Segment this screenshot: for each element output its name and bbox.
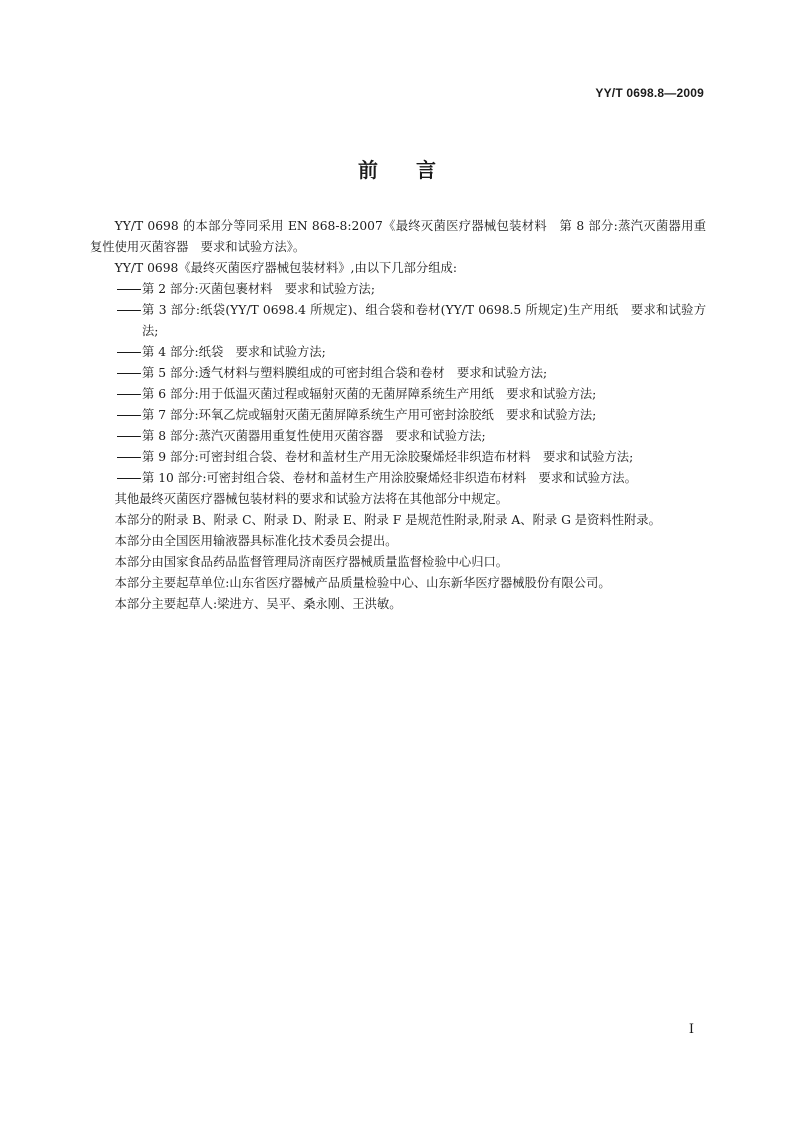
list-item bbox=[90, 300, 706, 342]
list-item bbox=[90, 468, 706, 489]
dash-marker bbox=[116, 447, 142, 468]
standard-code: YY/T 0698.8—2009 bbox=[595, 86, 704, 100]
list-item-text: 第 4 部分:纸袋 要求和试验方法; bbox=[142, 345, 326, 359]
intro-paragraph-2: YY/T 0698《最终灭菌医疗器械包装材料》,由以下几部分组成: bbox=[114, 261, 457, 275]
list-item bbox=[90, 426, 706, 447]
outro-paragraph-6: 本部分主要起草人:梁进方、吴平、桑永刚、王洪敏。 bbox=[114, 597, 402, 611]
list-item-text: 第 3 部分:纸袋(YY/T 0698.4 所规定)、组合袋和卷材(YY/T 0698.5 所规定)生产用纸 要求和试验方法; bbox=[142, 303, 706, 338]
outro-paragraph-4: 本部分由国家食品药品监督管理局济南医疗器械质量监督检验中心归口。 bbox=[114, 555, 509, 569]
list-item-text: 第 5 部分:透气材料与塑料膜组成的可密封组合袋和卷材 要求和试验方法; bbox=[142, 366, 548, 380]
list-item-text: 第 6 部分:用于低温灭菌过程或辐射灭菌的无菌屏障系统生产用纸 要求和试验方法; bbox=[142, 387, 597, 401]
list-item-text: 第 8 部分:蒸汽灭菌器用重复性使用灭菌容器 要求和试验方法; bbox=[142, 429, 486, 443]
outro-paragraph-3: 本部分由全国医用输液器具标准化技术委员会提出。 bbox=[114, 534, 398, 548]
dash-marker bbox=[116, 300, 142, 321]
dash-marker bbox=[116, 342, 142, 363]
outro-paragraph-1: 其他最终灭菌医疗器械包装材料的要求和试验方法将在其他部分中规定。 bbox=[114, 492, 509, 506]
dash-marker bbox=[116, 384, 142, 405]
dash-marker bbox=[116, 468, 142, 489]
list-item-text: 第 9 部分:可密封组合袋、卷材和盖材生产用无涂胶聚烯烃非织造布材料 要求和试验方法; bbox=[142, 450, 634, 464]
parts-list bbox=[90, 279, 706, 489]
list-item bbox=[90, 279, 706, 300]
dash-marker bbox=[116, 279, 142, 300]
list-item bbox=[90, 363, 706, 384]
outro-paragraph-2: 本部分的附录 B、附录 C、附录 D、附录 E、附录 F 是规范性附录,附录 A、附录 G 是资料性附录。 bbox=[114, 513, 661, 527]
intro-paragraph-1: YY/T 0698 的本部分等同采用 EN 868-8:2007《最终灭菌医疗器械包装材料 第 8 部分:蒸汽灭菌器用重复性使用灭菌容器 要求和试验方法》。 bbox=[90, 219, 706, 254]
list-item-text: 第 2 部分:灭菌包裹材料 要求和试验方法; bbox=[142, 282, 375, 296]
list-item-text: 第 7 部分:环氧乙烷或辐射灭菌无菌屏障系统生产用可密封涂胶纸 要求和试验方法; bbox=[142, 408, 597, 422]
dash-marker bbox=[116, 405, 142, 426]
list-item-text: 第 10 部分:可密封组合袋、卷材和盖材生产用涂胶聚烯烃非织造布材料 要求和试验方法。 bbox=[142, 471, 637, 485]
list-item bbox=[90, 342, 706, 363]
list-item bbox=[90, 384, 706, 405]
dash-marker bbox=[116, 363, 142, 384]
outro-paragraph-5: 本部分主要起草单位:山东省医疗器械产品质量检验中心、山东新华医疗器械股份有限公司。 bbox=[114, 576, 611, 590]
foreword-body bbox=[90, 216, 706, 615]
list-item bbox=[90, 447, 706, 468]
page-title: 前言 bbox=[358, 158, 474, 182]
dash-marker bbox=[116, 426, 142, 447]
list-item bbox=[90, 405, 706, 426]
page-number: I bbox=[688, 1022, 694, 1037]
